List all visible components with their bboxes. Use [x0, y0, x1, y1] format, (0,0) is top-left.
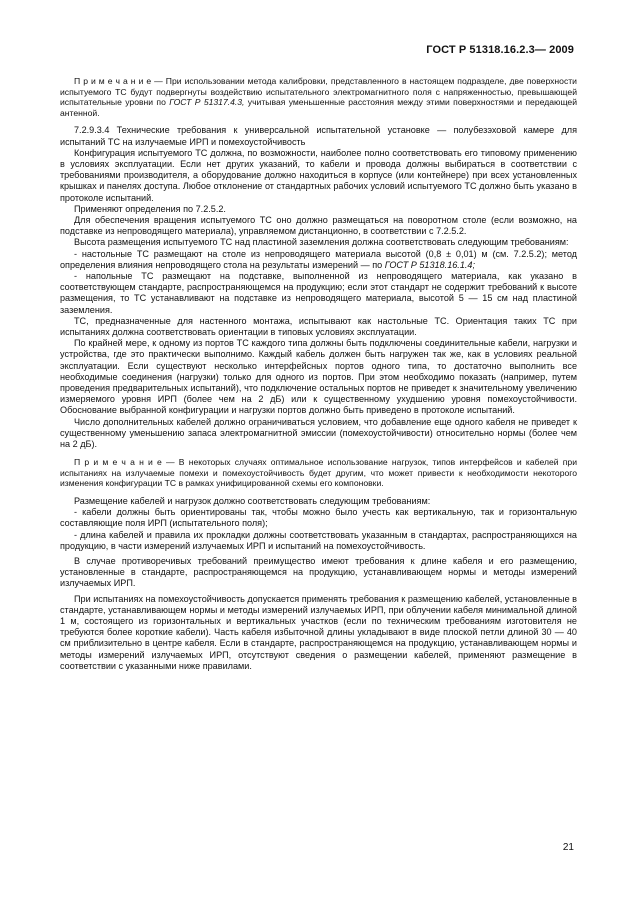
paragraph-rotation: Для обеспечения вращения испытуемого ТС оно должно размещаться на поворотном столе (если возможно, на подставке из непроводящего материала), управляемом дистанционно, в соответствии с 7.2.5.2. [60, 215, 577, 237]
page-body [60, 76, 577, 672]
tabletop-text: - настольные ТС размещают на столе из непроводящего материала высотой (0,8 ± 0,01) м (см. 7.2.5.2); метод определения влияния непроводящего стола на результаты измерений — по [60, 248, 577, 270]
page-number: 21 [562, 842, 574, 853]
note-1 [60, 76, 577, 118]
note-1-text-a: При использовании метода калибровки, представленного в настоящем подразделе, две поверхности испытуемого ТС будут подвергнуты воздействию испытательного электромагнитного поля с напряженностью, превышающей испытательные уровни по [60, 76, 577, 108]
paragraph-immunity-testing: При испытаниях на помехоустойчивость допускается применять требования к размещению кабелей, установленные в стандарте, устанавливающем нормы и методы измерений излучаемых ИРП, при облучении кабеля минимальной длиной 1 м, состоящего из горизонтальных и вертикальных участков (если по техническим требованиям изготовителя не требуются более короткие кабели). Часть кабеля избыточной длины укладывают в виде плоской петли длиной 30 — 40 см приблизительно в центре кабеля. Если в стандарте, распространяющемся на продукцию, устанавливающем нормы и методы измерений излучаемых ИРП, отсутствуют сведения о размещении кабелей, применяют размещение в соответствии с указанными ниже правилами. [60, 593, 577, 671]
paragraph-conflicting-requirements: В случае противоречивых требований преимущество имеют требования к длине кабеля и его размещению, установленные в стандарте, распространяющемся на продукцию, устанавливающем нормы и методы измерений излучаемых ИРП. [60, 556, 577, 589]
list-item-tabletop [60, 249, 577, 271]
paragraph-cable-placement: Размещение кабелей и нагрузок должно соответствовать следующим требованиям: [74, 496, 431, 507]
note-1-reference: ГОСТ Р 51317.4.3, [169, 97, 245, 108]
paragraph-wall-mount: ТС, предназначенные для настенного монтажа, испытывают как настольные ТС. Ориентация таких ТС при испытаниях должна соответствовать ориентации в типовых условиях эксплуатации. [60, 315, 577, 338]
clause-7-2-9-3-4: 7.2.9.3.4 Технические требования к универсальной испытательной установке — полубезэховой камере для испытаний ТС на излучаемые ИРП и помехоустойчивость [60, 125, 577, 147]
note-2-text: В некоторых случаях оптимальное использование нагрузок, типов интерфейсов и кабелей при испытаниях на излучаемые помехи и помехоустойчивость будет другим, что может привести к необходимости некоторого изменения конфигурации ТС в рамках унифицированной схемы его компоновки. [60, 457, 577, 489]
paragraph-configuration: Конфигурация испытуемого ТС должна, по возможности, наиболее полно соответствовать его типовому применению в условиях эксплуатации. Если нет других указаний, то кабели и провода должны выбираться в соответствии с требованиями производителя, а оборудование должно находиться в корпусе (или контейнере) при всех установленных крышках и панелях доступа. Любое отклонение от стандартных рабочих условий испытуемого ТС должно быть указано в протоколе испытаний. [60, 147, 577, 203]
list-item-cable-orientation: - кабели должны быть ориентированы так, чтобы можно было учесть как вертикальную, так и горизонтальную составляющие поля ИРП (испытательного поля); [60, 507, 577, 529]
standard-code-header: ГОСТ Р 51318.16.2.3— 2009 [426, 44, 574, 56]
paragraph-definitions: Применяют определения по 7.2.5.2. [74, 203, 226, 214]
note-2 [60, 457, 577, 489]
note-2-label: П р и м е ч а н и е — [74, 457, 175, 468]
paragraph-additional-cables: Число дополнительных кабелей должно ограничиваться условием, что добавление еще одного кабеля не приведет к существенному уменьшению запаса электромагнитной эмиссии (помехоустойчивости) относительно нормы (более чем на 2 дБ). [60, 416, 577, 450]
note-1-text-b: учитывая уменьшенные расстояния между этими поверхностями и передающей антенной. [60, 97, 577, 118]
note-1-label: П р и м е ч а н и е — [74, 76, 163, 86]
list-item-floor-standing: - напольные ТС размещают на подставке, выполненной из непроводящего материала, как указано в соответствующем стандарте, распространяющемся на продукцию; если этот стандарт не содержит требований к высоте размещения, то ТС устанавливают на подставке из непроводящего материала, высотой 5 — 15 см над пластиной заземления. [60, 271, 577, 315]
paragraph-ports: По крайней мере, к одному из портов ТС каждого типа должны быть подключены соединительные кабели, нагрузки и устройства, где это практически выполнимо. Каждый кабель должен быть нагружен так же, как в условиях реальной эксплуатации. Если существуют несколько интерфейсных портов одного типа, то достаточно выполнить все необходимые соединения (нагрузки) только для одного из портов. При этом необходимо показать (например, путем проведения предварительных испытаний), что подключение остальных портов не приведет к значительному увеличению измеряемого уровня ИРП (более чем на 2 дБ) или к существенному ухудшению уровня помехоустойчивости. Обоснование выбранной конфигурации и нагрузки портов должно быть приведено в протоколе испытаний. [60, 338, 577, 416]
paragraph-height: Высота размещения испытуемого ТС над пластиной заземления должна соответствовать следующим требованиям: [74, 237, 569, 248]
tabletop-reference: ГОСТ Р 51318.16.1.4; [384, 259, 475, 270]
list-item-cable-length: - длина кабелей и правила их прокладки должны соответствовать указанным в стандартах, распространяющихся на продукцию, в части измерений излучаемых ИРП и испытаний на помехоустойчивость. [60, 529, 577, 551]
